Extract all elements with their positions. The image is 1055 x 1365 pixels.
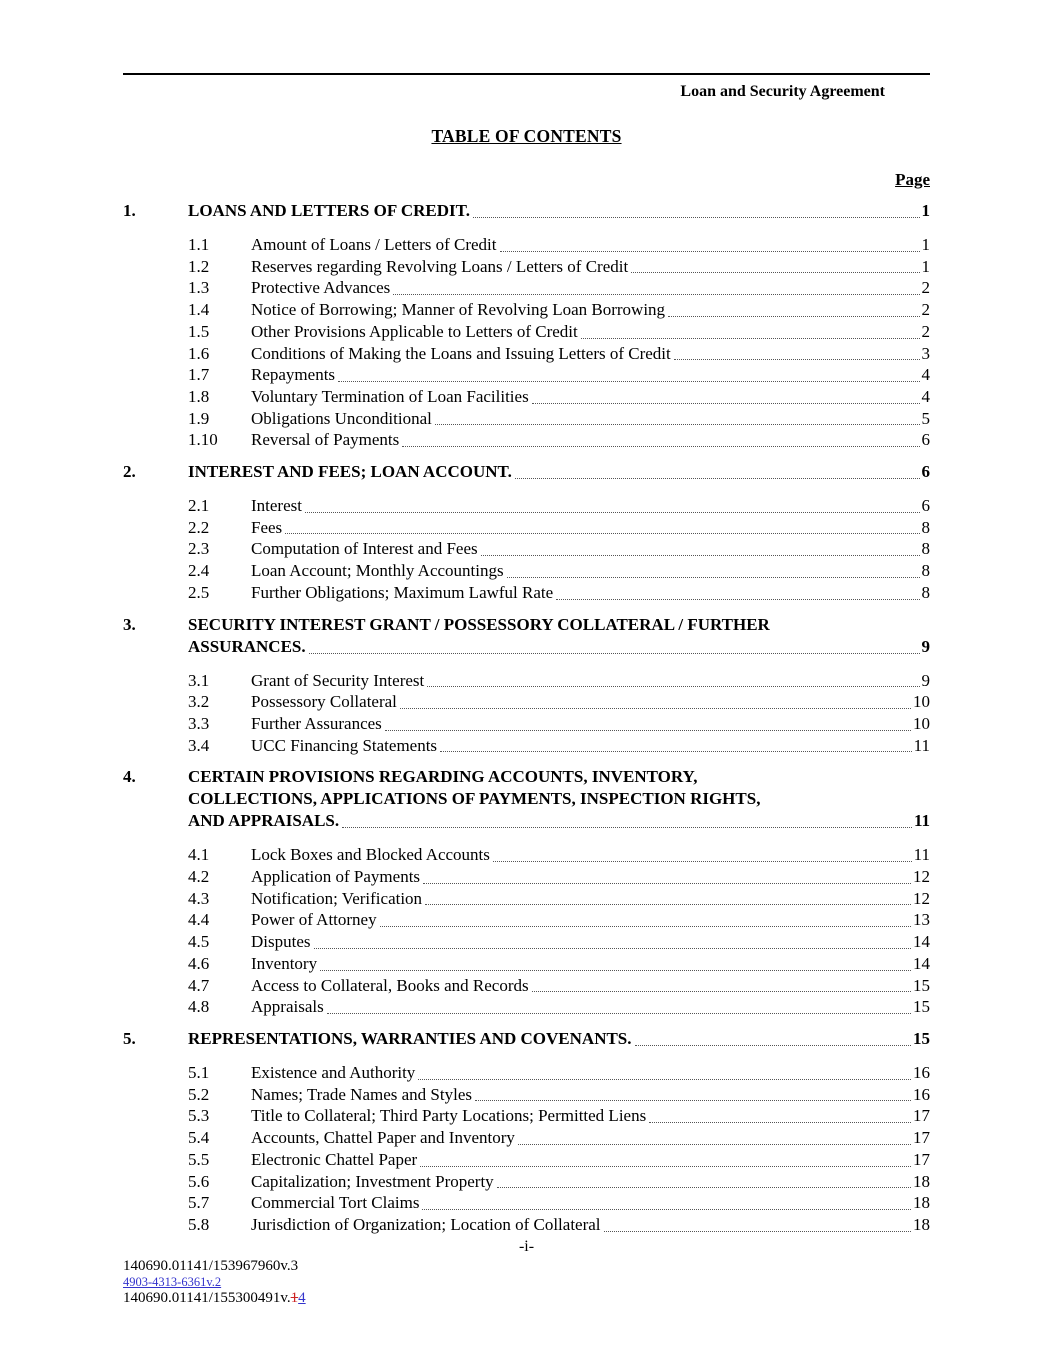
item-number: 5.4 [188, 1128, 210, 1148]
item-title: Lock Boxes and Blocked Accounts [251, 845, 490, 865]
page-content [123, 0, 930, 1236]
section-heading-body [188, 766, 930, 832]
dot-leader [435, 424, 920, 425]
toc-item [123, 1171, 930, 1193]
dot-leader [338, 381, 919, 382]
toc-item [123, 1192, 930, 1214]
item-title: Notice of Borrowing; Manner of Revolving Loan Borrowing [251, 300, 666, 320]
section-number: 2. [123, 462, 136, 482]
item-title: Electronic Chattel Paper [251, 1149, 418, 1169]
dot-leader [385, 730, 911, 731]
section-title-line: COLLECTIONS, APPLICATIONS OF PAYMENTS, INSPECTION RIGHTS, [188, 789, 761, 809]
toc-item [123, 560, 930, 582]
toc-item [123, 1084, 930, 1106]
toc-item [123, 1062, 930, 1084]
dot-leader [481, 555, 920, 556]
item-number: 5.2 [188, 1084, 210, 1104]
header-rule [123, 73, 930, 75]
item-number: 5.7 [188, 1193, 210, 1213]
item-page-number: 18 [913, 1214, 930, 1234]
item-page-number: 14 [913, 932, 930, 952]
dot-leader [581, 338, 920, 339]
toc-item [123, 538, 930, 560]
item-number: 5.8 [188, 1214, 210, 1234]
item-title: Jurisdiction of Organization; Location of Collateral [251, 1214, 601, 1234]
item-page-number: 11 [913, 845, 930, 865]
toc-item [123, 517, 930, 539]
item-page-number: 4 [921, 386, 930, 406]
section-title: LOANS AND LETTERS OF CREDIT. [188, 201, 470, 220]
dot-leader [473, 217, 920, 218]
dot-leader [500, 251, 920, 252]
dot-leader [420, 1166, 911, 1167]
item-title: Appraisals [251, 997, 324, 1017]
dot-leader [475, 1100, 911, 1101]
dot-leader [305, 512, 920, 513]
item-number: 5.3 [188, 1106, 210, 1126]
item-page-number: 18 [913, 1193, 930, 1213]
item-page-number: 2 [921, 300, 930, 320]
section-title-line: CERTAIN PROVISIONS REGARDING ACCOUNTS, INVENTORY, [188, 767, 698, 787]
toc-item [123, 364, 930, 386]
page-column-label [123, 169, 930, 190]
page-number: -i- [518, 1238, 535, 1255]
toc-item [123, 495, 930, 517]
item-title: Other Provisions Applicable to Letters of Credit [251, 321, 578, 341]
item-page-number: 1 [921, 235, 930, 254]
item-title: Amount of Loans / Letters of Credit [251, 235, 497, 254]
item-number: 1.9 [188, 408, 210, 428]
item-title: Commercial Tort Claims [251, 1193, 420, 1213]
item-page-number: 5 [921, 408, 930, 428]
dot-leader [631, 272, 919, 273]
dot-leader [604, 1231, 911, 1232]
item-page-number: 8 [921, 582, 930, 602]
toc-section-heading [123, 1028, 930, 1050]
item-title: Names; Trade Names and Styles [251, 1084, 472, 1104]
toc-item [123, 256, 930, 278]
item-number: 5.1 [188, 1062, 210, 1082]
item-page-number: 17 [913, 1149, 930, 1169]
section-page-number: 15 [913, 1028, 930, 1048]
toc-item [123, 299, 930, 321]
dot-leader [423, 883, 911, 884]
item-number: 4.2 [188, 867, 210, 887]
section-page-number: 9 [921, 636, 930, 656]
toc-item [123, 429, 930, 451]
item-number: 1.8 [188, 386, 210, 406]
item-title: Protective Advances [251, 278, 391, 298]
toc-item [123, 975, 930, 997]
toc-item [123, 844, 930, 866]
toc-section-heading [123, 461, 930, 483]
dot-leader [327, 1013, 911, 1014]
dot-leader [393, 294, 919, 295]
toc-item [123, 343, 930, 365]
section-page-number: 6 [921, 462, 930, 482]
item-page-number: 15 [913, 997, 930, 1017]
inserted-revision-digit: 4 [298, 1290, 306, 1306]
item-page-number: 8 [921, 539, 930, 559]
deleted-revision-digit: 1 [290, 1290, 299, 1306]
section-title: REPRESENTATIONS, WARRANTIES AND COVENANTS. [188, 1028, 632, 1048]
item-title: UCC Financing Statements [251, 735, 438, 755]
item-title: Fees [251, 517, 283, 537]
toc-item [123, 234, 930, 256]
toc-item [123, 888, 930, 910]
item-title: Repayments [251, 365, 336, 385]
dot-leader [418, 1079, 911, 1080]
item-number: 3.1 [188, 670, 210, 690]
item-title: Application of Payments [251, 867, 421, 887]
item-number: 1.5 [188, 321, 210, 341]
item-page-number: 12 [913, 867, 930, 887]
dot-leader [425, 904, 911, 905]
item-number: 2.2 [188, 517, 210, 537]
section-title: INTEREST AND FEES; LOAN ACCOUNT. [188, 462, 512, 482]
item-number: 1.10 [188, 430, 218, 450]
item-number: 1.3 [188, 278, 210, 298]
item-page-number: 18 [913, 1171, 930, 1191]
item-page-number: 17 [913, 1106, 930, 1126]
item-title: Disputes [251, 932, 311, 952]
section-title-lastline [188, 810, 930, 832]
item-number: 3.2 [188, 692, 210, 712]
section-page-number: 11 [913, 811, 930, 831]
item-number: 1.7 [188, 365, 210, 385]
item-number: 4.5 [188, 932, 210, 952]
dot-leader [556, 599, 919, 600]
table-of-contents [123, 200, 930, 1236]
toc-item [123, 582, 930, 604]
page-title [123, 125, 930, 147]
doc-control-number-2: 4903-4313-6361v.2 [123, 1275, 222, 1289]
item-page-number: 10 [913, 692, 930, 712]
dot-leader [309, 653, 920, 654]
dot-leader [314, 948, 912, 949]
item-title: Reserves regarding Revolving Loans / Letters of Credit [251, 256, 629, 276]
item-number: 2.1 [188, 496, 210, 516]
section-title: AND APPRAISALS. [188, 811, 340, 831]
dot-leader [507, 577, 920, 578]
dot-leader [422, 1209, 911, 1210]
toc-item [123, 321, 930, 343]
toc-item [123, 713, 930, 735]
item-page-number: 1 [921, 256, 930, 276]
section-title-line: SECURITY INTEREST GRANT / POSSESSORY COLLATERAL / FURTHER [188, 614, 770, 634]
item-title: Notification; Verification [251, 888, 423, 908]
toc-item [123, 386, 930, 408]
toc-section-heading [123, 200, 930, 222]
item-page-number: 11 [913, 735, 930, 755]
item-title: Power of Attorney [251, 910, 377, 930]
toc-item [123, 931, 930, 953]
item-title: Interest [251, 496, 302, 516]
toc-item [123, 691, 930, 713]
item-title: Reversal of Payments [251, 430, 400, 450]
item-page-number: 15 [913, 975, 930, 995]
item-page-number: 3 [921, 343, 930, 363]
item-number: 4.7 [188, 975, 210, 995]
doc-control-number-3-prefix: 140690.01141/155300491v. [123, 1290, 291, 1306]
page-title-text: TABLE OF CONTENTS [431, 126, 622, 146]
dot-leader [342, 827, 912, 828]
dot-leader [515, 478, 920, 479]
section-number: 4. [123, 767, 136, 787]
document-header-label: Loan and Security Agreement [680, 83, 885, 100]
dot-leader [440, 751, 912, 752]
dot-leader [497, 1187, 911, 1188]
dot-leader [400, 708, 911, 709]
toc-section-heading [123, 766, 930, 832]
dot-leader [649, 1122, 911, 1123]
dot-leader [518, 1144, 911, 1145]
item-number: 4.4 [188, 910, 210, 930]
item-title: Further Assurances [251, 713, 382, 733]
item-page-number: 6 [921, 496, 930, 516]
toc-item [123, 1105, 930, 1127]
item-title: Obligations Unconditional [251, 408, 432, 428]
dot-leader [402, 446, 919, 447]
section-number: 5. [123, 1028, 136, 1048]
item-page-number: 14 [913, 953, 930, 973]
item-number: 5.5 [188, 1149, 210, 1169]
dot-leader [532, 403, 920, 404]
section-title-lastline [188, 636, 930, 658]
item-page-number: 2 [921, 321, 930, 341]
section-number: 3. [123, 614, 136, 634]
item-number: 2.5 [188, 582, 210, 602]
item-title: Title to Collateral; Third Party Locations; Permitted Liens [251, 1106, 647, 1126]
dot-leader [320, 970, 911, 971]
item-number: 4.8 [188, 997, 210, 1017]
item-page-number: 16 [913, 1084, 930, 1104]
item-title: Capitalization; Investment Property [251, 1171, 494, 1191]
dot-leader [380, 926, 911, 927]
item-title: Access to Collateral, Books and Records [251, 975, 529, 995]
item-number: 2.3 [188, 539, 210, 559]
item-page-number: 12 [913, 888, 930, 908]
item-page-number: 6 [921, 430, 930, 450]
item-title: Inventory [251, 953, 318, 973]
item-page-number: 10 [913, 713, 930, 733]
item-title: Voluntary Termination of Loan Facilities [251, 386, 529, 406]
dot-leader [635, 1045, 911, 1046]
dot-leader [532, 991, 911, 992]
toc-item [123, 408, 930, 430]
dot-leader [285, 533, 919, 534]
toc-item [123, 953, 930, 975]
item-number: 1.6 [188, 343, 210, 363]
toc-item [123, 277, 930, 299]
page-column-label-text: Page [895, 170, 930, 189]
item-number: 1.4 [188, 300, 210, 320]
toc-section-heading [123, 614, 930, 658]
item-page-number: 8 [921, 561, 930, 581]
item-number: 4.3 [188, 888, 210, 908]
item-number: 2.4 [188, 561, 210, 581]
item-title: Loan Account; Monthly Accountings [251, 561, 504, 581]
item-title: Possessory Collateral [251, 692, 397, 712]
item-number: 4.1 [188, 845, 210, 865]
item-number: 1.1 [188, 235, 210, 254]
dot-leader [493, 861, 912, 862]
item-number: 3.4 [188, 735, 210, 755]
dot-leader [674, 359, 920, 360]
toc-item [123, 670, 930, 692]
item-page-number: 4 [921, 365, 930, 385]
item-number: 1.2 [188, 256, 210, 276]
page-footer [123, 1238, 930, 1307]
item-title: Further Obligations; Maximum Lawful Rate [251, 582, 554, 602]
item-title: Conditions of Making the Loans and Issuing Letters of Credit [251, 343, 671, 363]
doc-control-number-1: 140690.01141/153967960v.3 [123, 1258, 299, 1274]
section-title: ASSURANCES. [188, 636, 306, 656]
doc-control-number-3 [123, 1290, 930, 1307]
toc-item [123, 996, 930, 1018]
item-title: Existence and Authority [251, 1062, 416, 1082]
item-page-number: 13 [913, 910, 930, 930]
dot-leader [668, 316, 919, 317]
toc-item [123, 1127, 930, 1149]
toc-item [123, 1214, 930, 1236]
item-title: Accounts, Chattel Paper and Inventory [251, 1128, 515, 1148]
dot-leader [427, 686, 919, 687]
section-page-number: 1 [921, 201, 930, 220]
item-title: Computation of Interest and Fees [251, 539, 478, 559]
toc-item [123, 909, 930, 931]
item-number: 3.3 [188, 713, 210, 733]
item-page-number: 9 [921, 670, 930, 690]
toc-item [123, 866, 930, 888]
toc-item [123, 735, 930, 757]
item-page-number: 2 [921, 278, 930, 298]
item-page-number: 8 [921, 517, 930, 537]
section-heading-body [188, 614, 930, 658]
section-number: 1. [123, 201, 136, 220]
item-page-number: 17 [913, 1128, 930, 1148]
item-title: Grant of Security Interest [251, 670, 425, 690]
toc-item [123, 1149, 930, 1171]
item-number: 4.6 [188, 953, 210, 973]
item-number: 5.6 [188, 1171, 210, 1191]
item-page-number: 16 [913, 1062, 930, 1082]
